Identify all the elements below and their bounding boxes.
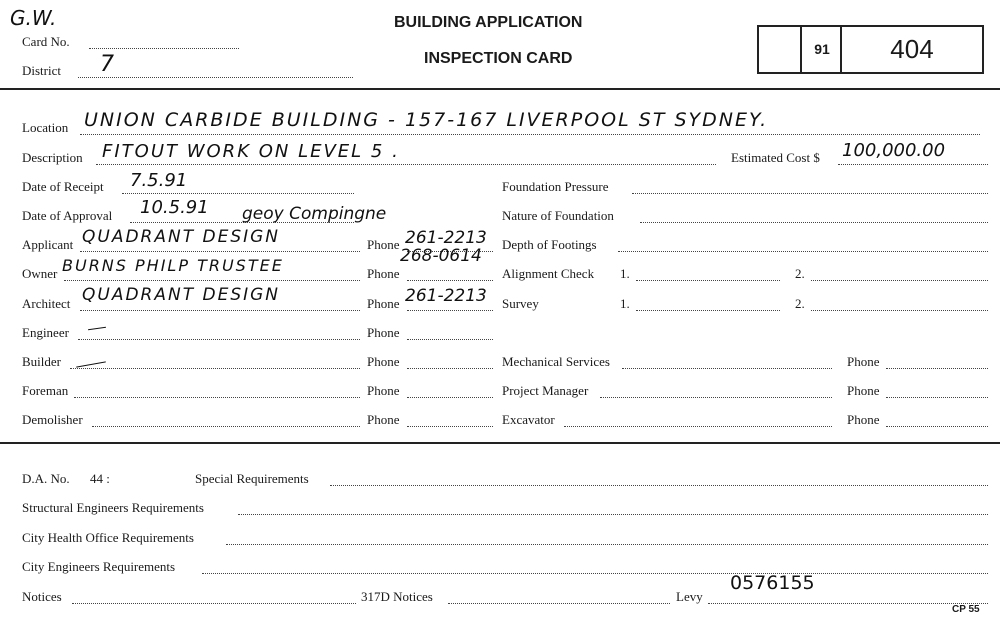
project-manager-line	[600, 397, 832, 398]
excavator-label: Excavator	[502, 412, 555, 427]
card-no-line	[89, 48, 239, 49]
notices-317d-label: 317D Notices	[361, 589, 433, 604]
survey-line-1	[636, 310, 780, 311]
special-requirements-line	[330, 485, 988, 486]
health-requirements-label: City Health Office Requirements	[22, 530, 194, 545]
date-receipt-line	[122, 193, 354, 194]
levy-label: Levy	[676, 589, 703, 604]
location-line	[80, 134, 980, 135]
applicant-phone-value: 261-2213	[405, 228, 487, 248]
date-receipt-label: Date of Receipt	[22, 179, 104, 194]
excavator-line	[564, 426, 832, 427]
foreman-line	[74, 397, 360, 398]
architect-phone-line	[407, 310, 493, 311]
owner-label: Owner	[22, 266, 58, 281]
levy-line	[708, 603, 988, 604]
applicant-line	[80, 251, 360, 252]
excavator-phone-label: Phone	[847, 412, 880, 427]
architect-line	[80, 310, 360, 311]
card-box-small	[800, 25, 842, 74]
title-line-1: BUILDING APPLICATION	[394, 14, 583, 31]
builder-phone-line	[407, 368, 493, 369]
gw-note: G.W.	[10, 6, 57, 30]
foreman-label: Foreman	[22, 383, 69, 398]
depth-footings-line	[618, 251, 988, 252]
card-box-large	[840, 25, 984, 74]
mechanical-services-line	[622, 368, 832, 369]
demolisher-phone-label: Phone	[367, 412, 400, 427]
survey-num-2: 2.	[795, 296, 805, 311]
owner-phone-line	[407, 280, 493, 281]
foreman-phone-line	[407, 397, 493, 398]
levy-value: 0576155	[730, 572, 815, 594]
architect-value: QUADRANT DESIGN	[82, 285, 281, 305]
description-label: Description	[22, 150, 83, 165]
description-value: FITOUT WORK ON LEVEL 5 .	[102, 141, 400, 162]
alignment-num-2: 2.	[795, 266, 805, 281]
card-box-small-value: 91	[814, 41, 830, 57]
engineer-label: Engineer	[22, 325, 69, 340]
architect-label: Architect	[22, 296, 71, 311]
location-value: UNION CARBIDE BUILDING - 157-167 LIVERPOOL ST SYDNEY.	[84, 109, 769, 131]
engineer-phone-label: Phone	[367, 325, 400, 340]
applicant-phone-label: Phone	[367, 237, 400, 252]
district-line	[78, 77, 353, 78]
city-engineers-requirements-line	[202, 573, 988, 574]
notices-line	[72, 603, 356, 604]
estimated-cost-value: 100,000.00	[842, 140, 946, 161]
engineer-phone-line	[407, 339, 493, 340]
mechanical-services-label: Mechanical Services	[502, 354, 610, 369]
engineer-dash-mark	[88, 327, 106, 330]
survey-line-2	[811, 310, 988, 311]
district-value: 7	[100, 52, 114, 77]
estimated-cost-line	[838, 164, 988, 165]
survey-num-1: 1.	[620, 296, 630, 311]
structural-requirements-label: Structural Engineers Requirements	[22, 500, 204, 515]
owner-phone-value: 268-0614	[400, 246, 482, 266]
form-code: CP 55	[952, 604, 980, 615]
city-engineers-requirements-label: City Engineers Requirements	[22, 559, 176, 574]
card-no-label: Card No.	[22, 34, 70, 49]
depth-footings-label: Depth of Footings	[502, 237, 597, 252]
nature-foundation-label: Nature of Foundation	[502, 208, 614, 223]
date-approval-label: Date of Approval	[22, 208, 113, 223]
applicant-label: Applicant	[22, 237, 74, 252]
notices-317d-line	[448, 603, 670, 604]
demolisher-phone-line	[407, 426, 493, 427]
engineer-line	[78, 339, 360, 340]
date-receipt-value: 7.5.91	[130, 170, 188, 191]
foundation-pressure-line	[632, 193, 988, 194]
foundation-pressure-label: Foundation Pressure	[502, 179, 609, 194]
description-line	[96, 164, 716, 165]
nature-foundation-line	[640, 222, 988, 223]
builder-dash-mark	[76, 361, 106, 367]
district-label: District	[22, 63, 61, 78]
applicant-value: QUADRANT DESIGN	[82, 227, 281, 247]
estimated-cost-label: Estimated Cost $	[731, 150, 820, 165]
location-label: Location	[22, 120, 69, 135]
mechanical-phone-label: Phone	[847, 354, 880, 369]
survey-label: Survey	[502, 296, 539, 311]
header-divider	[0, 88, 1000, 90]
health-requirements-line	[226, 544, 988, 545]
structural-requirements-line	[238, 514, 988, 515]
builder-phone-label: Phone	[367, 354, 400, 369]
demolisher-label: Demolisher	[22, 412, 83, 427]
alignment-check-label: Alignment Check	[502, 266, 595, 281]
date-approval-value: 10.5.91	[140, 197, 209, 218]
alignment-line-2	[811, 280, 988, 281]
special-requirements-label: Special Requirements	[195, 471, 309, 486]
project-manager-label: Project Manager	[502, 383, 589, 398]
project-manager-phone-line	[886, 397, 988, 398]
builder-label: Builder	[22, 354, 61, 369]
da-no-value: 44 :	[90, 471, 110, 486]
architect-phone-value: 261-2213	[405, 286, 487, 306]
notices-label: Notices	[22, 589, 62, 604]
project-manager-phone-label: Phone	[847, 383, 880, 398]
title-line-2: INSPECTION CARD	[424, 50, 573, 67]
owner-value: BURNS PHILP TRUSTEE	[62, 256, 284, 275]
foreman-phone-label: Phone	[367, 383, 400, 398]
architect-phone-label: Phone	[367, 296, 400, 311]
section-divider	[0, 442, 1000, 444]
owner-line	[64, 280, 360, 281]
alignment-line-1	[636, 280, 780, 281]
demolisher-line	[92, 426, 360, 427]
mechanical-phone-line	[886, 368, 988, 369]
owner-phone-label: Phone	[367, 266, 400, 281]
card-box-large-value: 404	[890, 34, 934, 64]
builder-line	[70, 368, 360, 369]
da-no-label: D.A. No.	[22, 471, 70, 486]
excavator-phone-line	[886, 426, 988, 427]
approver-note: geoy Compingne	[242, 204, 387, 224]
card-box-blank	[757, 25, 802, 74]
alignment-num-1: 1.	[620, 266, 630, 281]
